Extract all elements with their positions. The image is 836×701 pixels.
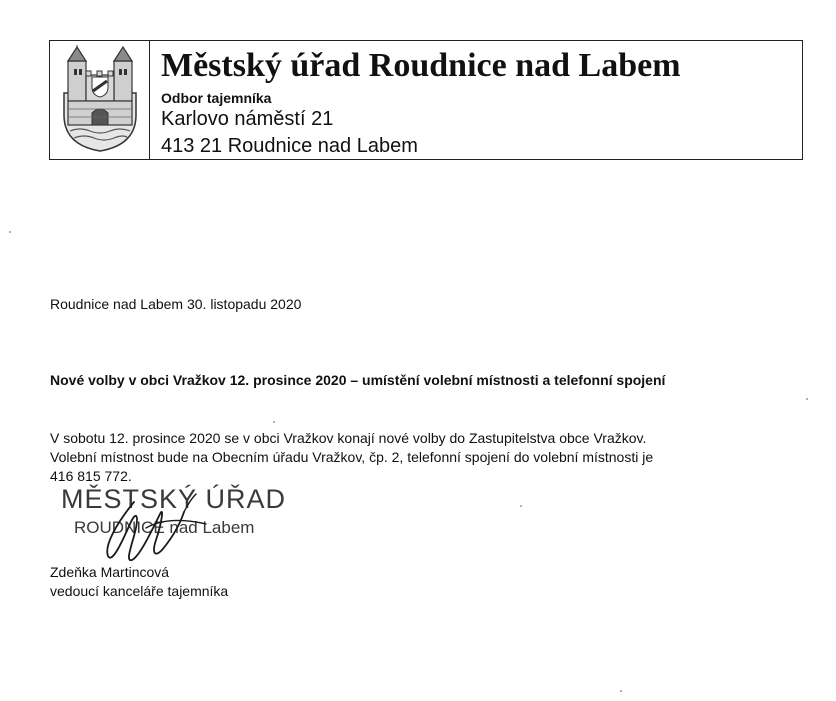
handwritten-signature (56, 484, 256, 574)
letter-subject: Nové volby v obci Vražkov 12. prosince 2020 – umístění volební místnosti a telefonní spojení (50, 372, 666, 388)
scan-speck (9, 231, 11, 233)
city-address: 413 21 Roudnice nad Labem (161, 135, 418, 157)
stamp-line-1: MĚSTSKÝ ÚŘAD (61, 484, 287, 514)
crest-cell (50, 41, 150, 159)
signatory-name: Zdeňka Martincová (50, 564, 170, 580)
coat-of-arms-icon (60, 45, 140, 155)
stamp-line-2: ROUDNICE nad Labem (74, 518, 255, 537)
body-line: Volební místnost bude na Obecním úřadu Vražkov, čp. 2, telefonní spojení do volební místnosti je (50, 449, 654, 465)
date-line: Roudnice nad Labem 30. listopadu 2020 (50, 296, 302, 312)
letterhead (49, 40, 803, 160)
body-line: V sobotu 12. prosince 2020 se v obci Vražkov konají nové volby do Zastupitelstva obce Vražkov. (50, 430, 647, 446)
office-name: Městský úřad Roudnice nad Labem (161, 47, 681, 84)
department-name: Odbor tajemníka (161, 90, 272, 106)
scan-speck (273, 421, 275, 423)
scan-speck (620, 690, 622, 692)
scan-speck (806, 398, 808, 400)
scan-speck (520, 505, 522, 507)
signatory-role: vedoucí kanceláře tajemníka (50, 583, 229, 599)
street-address: Karlovo náměstí 21 (161, 108, 334, 130)
body-line: 416 815 772. (50, 468, 132, 484)
